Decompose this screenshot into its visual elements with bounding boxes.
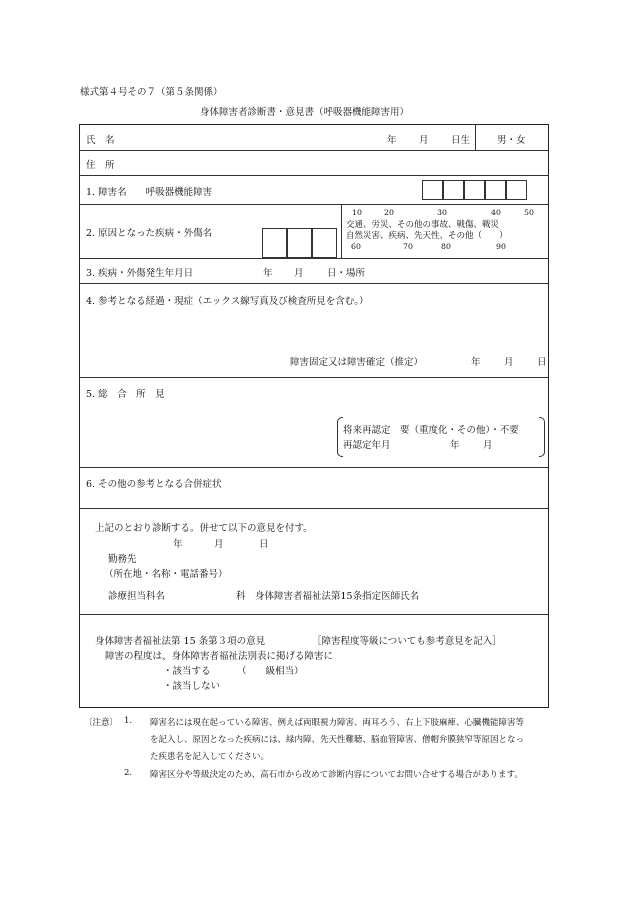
code-10: 10 (352, 208, 362, 217)
code-90: 90 (496, 242, 506, 251)
recertification-options[interactable]: 将来再認定 要（重度化・その他）・不要 (343, 425, 519, 436)
workplace-label: 勤務先 (108, 554, 137, 565)
row-divider (79, 283, 549, 284)
note-1-line1: 障害名には現在起っている障害、例えば両眼視力障害、両耳ろう、右上下肢麻痺、心臓機能障害等 (150, 718, 525, 728)
note-2-line1: 障害区分や等級決定のため、高石市から改めて診断内容についてお問い合せする場合があります。 (150, 770, 523, 780)
cause-code-box[interactable] (262, 228, 287, 258)
note-1-number: 1. (124, 716, 133, 726)
birth-day-label: 日生 (451, 135, 471, 146)
onset-month-label: 月 (294, 268, 304, 279)
code-40: 40 (491, 208, 501, 217)
row-divider (79, 508, 549, 509)
form-table (79, 124, 549, 708)
name-label: 氏 名 (86, 135, 115, 146)
department-label: 診療担当科名 (108, 591, 166, 602)
cause-label: 2. 原因となった疾病・外傷名 (86, 228, 213, 239)
grade-equivalent: （ 級相当） (237, 666, 304, 677)
recertification-date-label: 再認定年月 (343, 440, 391, 451)
cause-options-line2: 自然災害、疾病、先天性、その他（ ） (346, 231, 508, 241)
code-50: 50 (524, 208, 534, 217)
history-label: 4. 参考となる経過・現症（エックス線写真及び検査所見を含む。） (86, 296, 369, 307)
row-divider (79, 150, 549, 151)
code-box[interactable] (443, 180, 464, 200)
code-80: 80 (441, 242, 451, 251)
notes-label: 〔注意〕 (84, 718, 119, 728)
not-applies-option[interactable]: ・該当しない (163, 681, 221, 692)
fixed-year-label: 年 (471, 357, 481, 368)
cause-code-box[interactable] (312, 228, 337, 258)
row-divider (79, 467, 549, 468)
row-divider (79, 614, 549, 615)
code-20: 20 (384, 208, 394, 217)
cell-divider (475, 124, 476, 150)
recert-month-label: 月 (483, 440, 493, 451)
code-box[interactable] (422, 180, 443, 200)
opinion-bracket-note: ［障害程度等級についても参考意見を記入］ (312, 636, 502, 647)
fixed-day-label: 日 (537, 357, 547, 368)
row-divider (79, 175, 549, 176)
note-1-line3: た疾患名を記入してください。 (150, 752, 270, 762)
form-title: 身体障害者診断書・意見書（呼吸器機能障害用） (200, 107, 410, 118)
complications-label: 6. その他の参考となる合併症状 (86, 479, 222, 490)
disability-name-label: 1. 障害名 呼吸器機能障害 (86, 187, 213, 198)
note-1-line2: を記入し、原因となった疾病には、緑内障、先天性難聴、脳血管障害、僧帽弁膜狭窄等原因となっ (150, 735, 525, 745)
opinion-heading: 身体障害者福祉法第 15 条第３項の意見 (95, 636, 266, 647)
address-label: 住 所 (86, 160, 115, 171)
cell-divider (341, 204, 342, 258)
code-70: 70 (403, 242, 413, 251)
code-box[interactable] (485, 180, 506, 200)
form-id: 様式第４号その７（第５条関係） (80, 87, 223, 98)
code-30: 30 (437, 208, 447, 217)
degree-statement: 障害の程度は、身体障害者福祉法別表に掲げる障害に (105, 651, 334, 662)
fixed-month-label: 月 (504, 357, 514, 368)
row-divider (79, 377, 549, 378)
code-60: 60 (351, 242, 361, 251)
cause-options-line1: 交通、労災、その他の事故、戦傷、戦災 (346, 220, 500, 230)
sex-options[interactable]: 男・女 (497, 135, 526, 146)
fixed-date-label: 障害固定又は障害確定（推定） (290, 357, 424, 368)
diagnosis-statement: 上記のとおり診断する。併せて以下の意見を付す。 (95, 523, 313, 534)
applies-option[interactable]: ・該当する (163, 666, 211, 677)
onset-year-label: 年 (263, 268, 273, 279)
birth-month-label: 月 (419, 135, 429, 146)
row-divider (79, 258, 549, 259)
recert-year-label: 年 (450, 440, 460, 451)
designated-doctor-label: 身体障害者福祉法第15条指定医師氏名 (255, 591, 420, 602)
workplace-detail-label: （所在地・名称・電話番号） (104, 569, 228, 580)
code-box[interactable] (464, 180, 485, 200)
diagnosis-year-label: 年 (173, 539, 183, 550)
code-box[interactable] (506, 180, 527, 200)
row-divider (79, 204, 549, 205)
bracket-right (539, 417, 545, 457)
birth-year-label: 年 (387, 135, 397, 146)
department-suffix: 科 (236, 591, 246, 602)
general-findings-label: 5. 総 合 所 見 (86, 389, 165, 400)
diagnosis-month-label: 月 (214, 539, 224, 550)
onset-day-place-label: 日・場所 (327, 268, 366, 279)
onset-label: 3. 疾病・外傷発生年月日 (86, 268, 194, 279)
cause-code-box[interactable] (287, 228, 312, 258)
note-2-number: 2. (124, 768, 133, 778)
diagnosis-day-label: 日 (259, 539, 269, 550)
